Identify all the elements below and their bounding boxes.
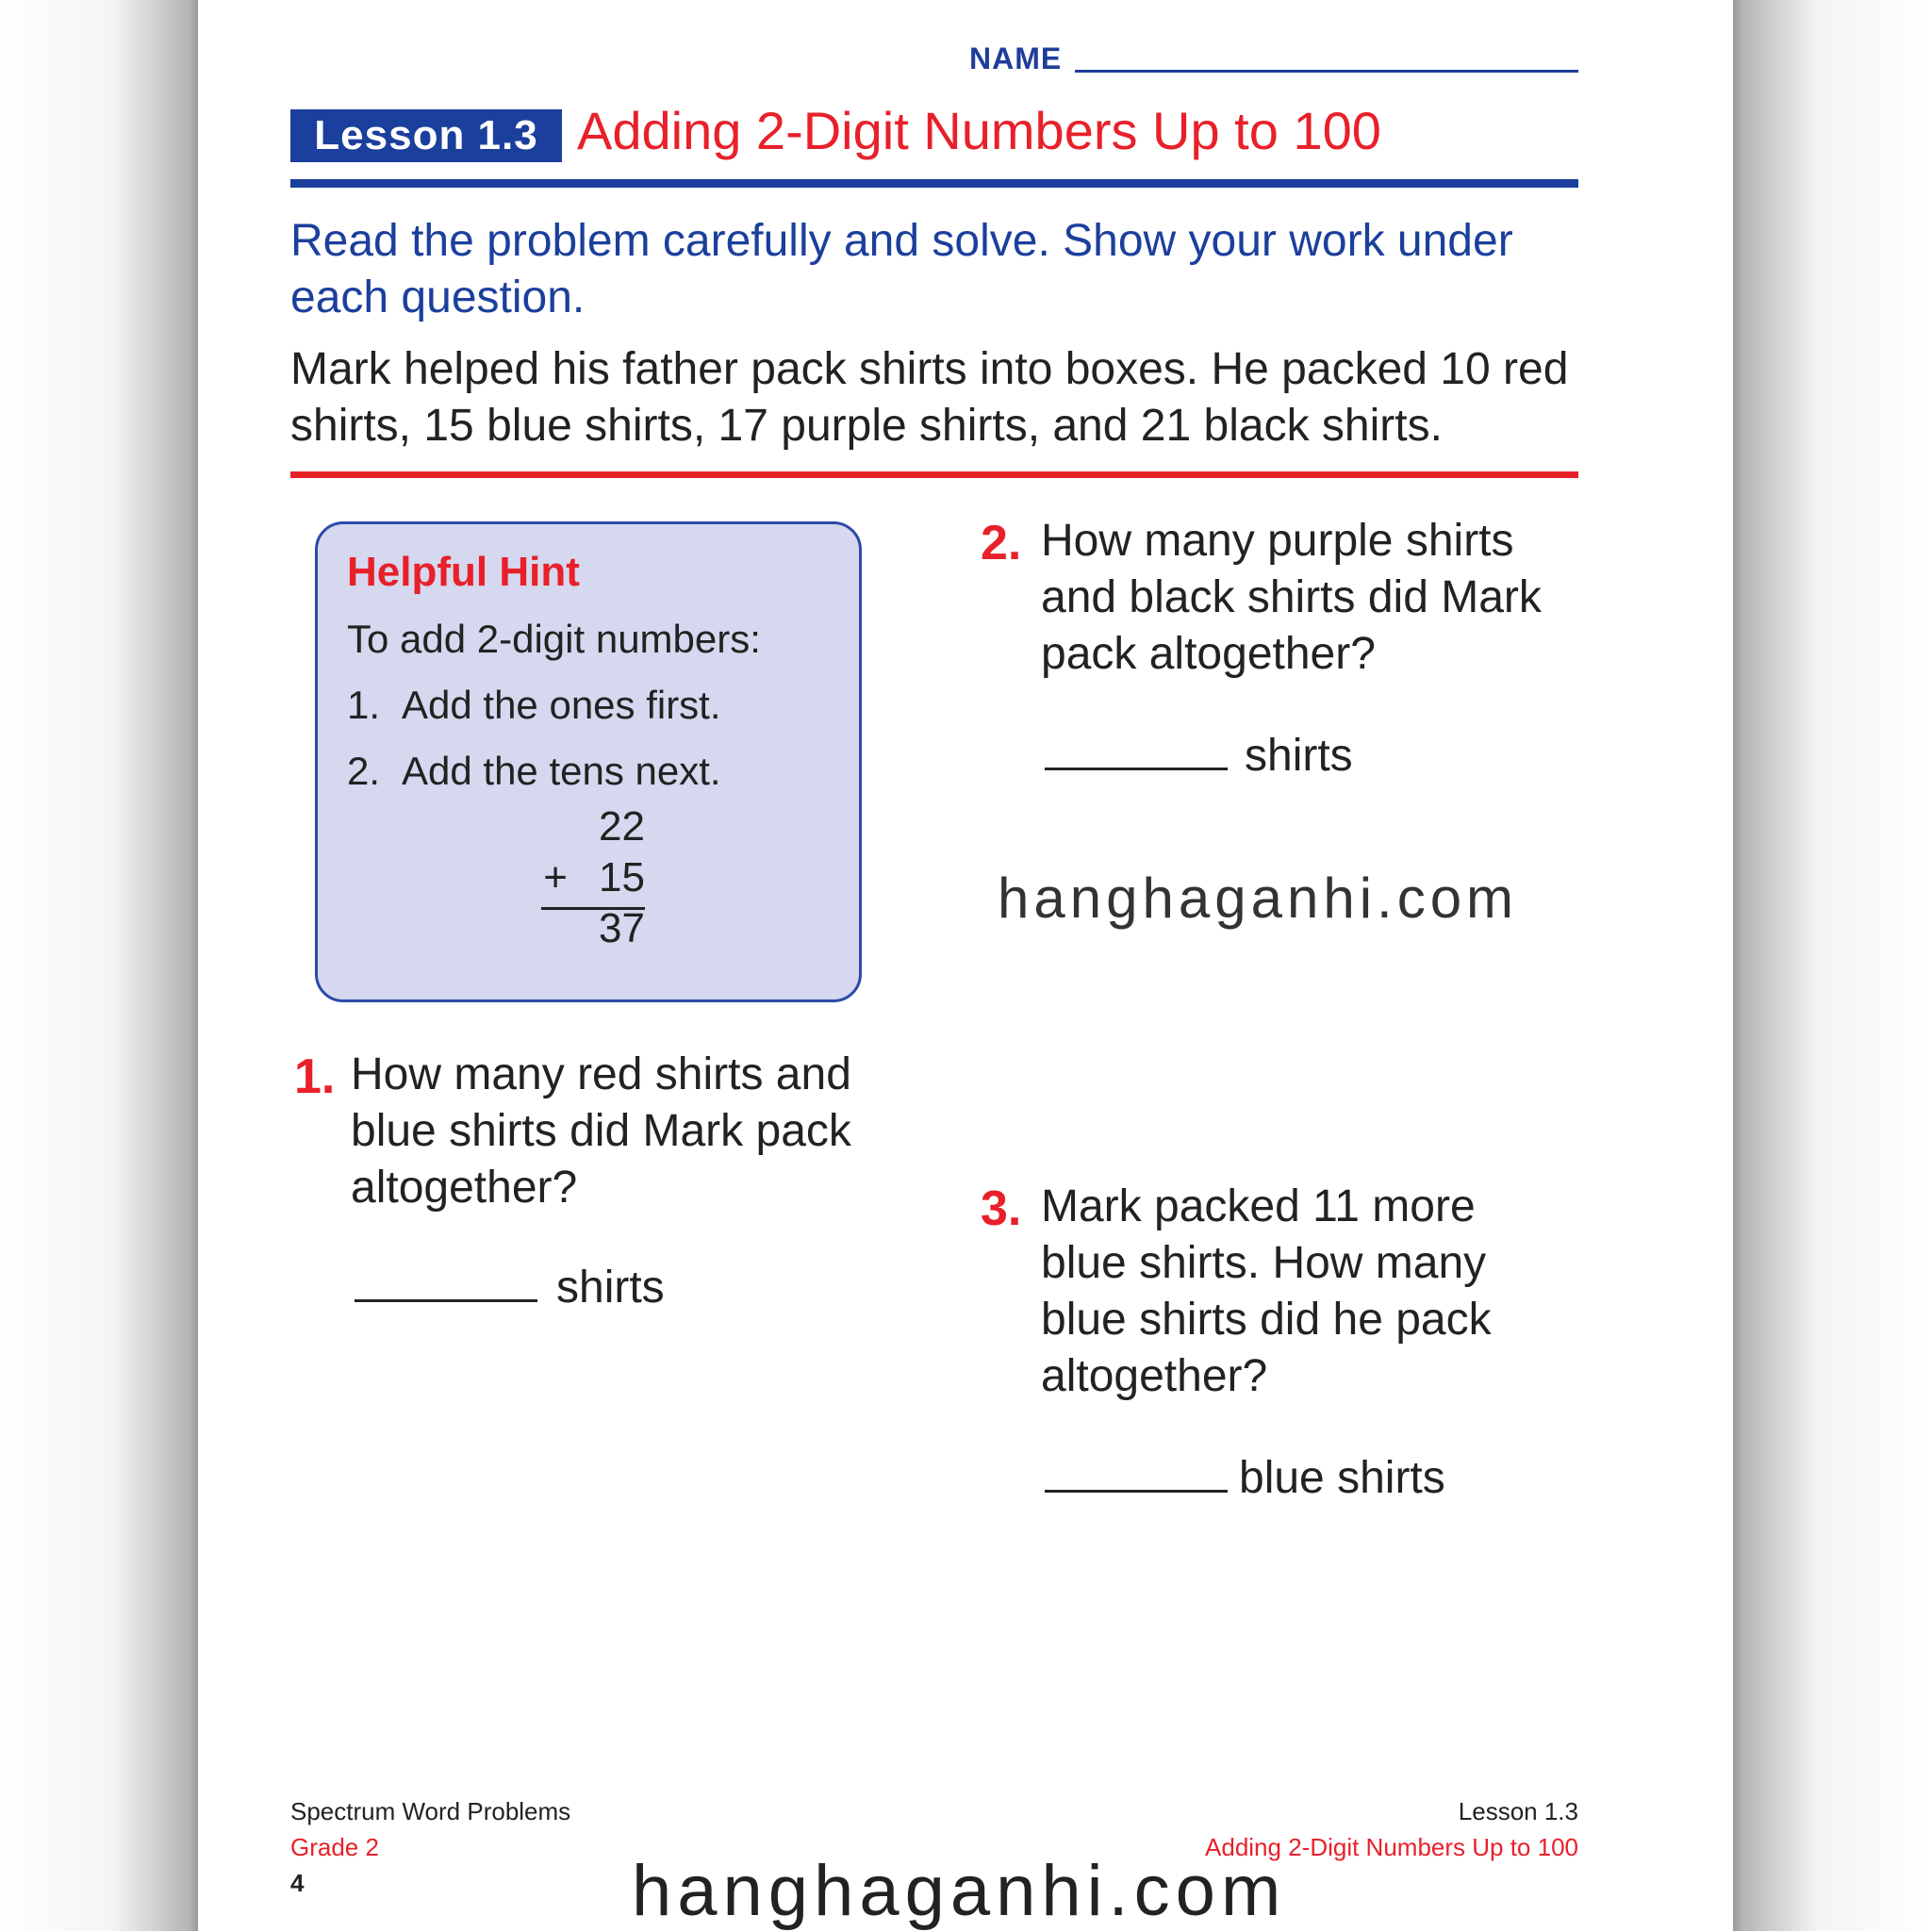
question-1-number: 1.: [294, 1049, 336, 1104]
hint-step-text: Add the ones first.: [402, 683, 721, 727]
question-2-number: 2.: [981, 516, 1022, 570]
question-2-unit: shirts: [1245, 731, 1353, 781]
hint-step-number: 1.: [347, 683, 381, 727]
question-3-unit: blue shirts: [1239, 1453, 1445, 1503]
question-1-text: How many red shirts and blue shirts did Mark pack altogether?: [351, 1049, 851, 1213]
question-1-unit: shirts: [556, 1263, 665, 1313]
footer-book-title: Spectrum Word Problems: [290, 1797, 571, 1825]
question-3-text: Mark packed 11 more blue shirts. How many blue shirts did he pack altogether?: [1041, 1181, 1492, 1401]
watermark-bottom: hanghaganhi.com: [632, 1851, 1287, 1931]
watermark: hanghaganhi.com: [998, 867, 1519, 930]
instructions: Read the problem carefully and solve. Show your work under each question.: [290, 216, 1513, 322]
question-3-number: 3.: [981, 1181, 1022, 1236]
hint-addend-bottom: 15: [599, 854, 645, 900]
footer-page-number: 4: [290, 1869, 305, 1897]
hint-title: Helpful Hint: [347, 549, 580, 595]
footer-lesson: Lesson 1.3: [1458, 1797, 1578, 1825]
question-1-answer-line[interactable]: [355, 1299, 537, 1302]
name-field-line[interactable]: [1075, 70, 1578, 73]
hint-step: [347, 683, 721, 728]
hint-sum: 37: [599, 905, 645, 951]
footer-lesson-title: Adding 2-Digit Numbers Up to 100: [1205, 1833, 1578, 1861]
question-3-answer-line[interactable]: [1045, 1490, 1228, 1493]
story-problem: Mark helped his father pack shirts into boxes. He packed 10 red shirts, 15 blue shirts, 17 purple shirts, and 21 black shirts.: [290, 344, 1569, 451]
question-2-answer-line[interactable]: [1045, 768, 1228, 770]
hint-step-text: Add the tens next.: [402, 749, 721, 793]
hint-plus-sign: +: [543, 854, 568, 900]
hint-step-number: 2.: [347, 749, 381, 793]
question-2-text: How many purple shirts and black shirts did Mark pack altogether?: [1041, 516, 1542, 679]
lesson-title: Adding 2-Digit Numbers Up to 100: [577, 101, 1381, 160]
hint-intro: To add 2-digit numbers:: [347, 617, 761, 661]
lesson-badge: Lesson 1.3: [290, 109, 562, 162]
hint-addend-top: 22: [599, 803, 645, 850]
hint-step: [347, 749, 721, 794]
story-divider: [290, 471, 1578, 478]
name-label: NAME: [969, 41, 1063, 75]
header-divider: [290, 179, 1578, 188]
footer-grade: Grade 2: [290, 1833, 379, 1861]
